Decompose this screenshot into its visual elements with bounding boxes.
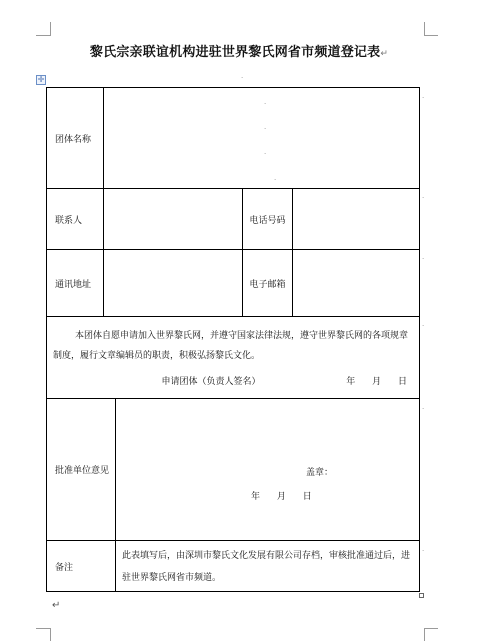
approval-year: 年 <box>251 492 261 502</box>
approval-row <box>47 399 420 541</box>
row-end-mark: . <box>422 253 425 261</box>
title-text: 黎氏宗亲联谊机构进驻世界黎氏网省市频道登记表 <box>89 45 381 60</box>
seal-line <box>306 465 333 478</box>
group-name-label: 团体名称 <box>55 134 92 145</box>
approval-month: 月 <box>276 492 286 502</box>
empty-paragraph-mark: . <box>241 72 244 80</box>
row-end-mark: . <box>422 545 425 553</box>
group-name-input-cell[interactable]: . . . . <box>104 88 420 189</box>
statement-row <box>47 317 420 399</box>
statement-text: 本团体自愿申请加入世界黎氏网，并遵守国家法律法规，遵守世界黎氏网的各项规章制度，履行文章编辑员的职责，积极弘扬黎氏文化。 <box>53 330 409 361</box>
seal-label: 盖章： <box>306 468 334 478</box>
applicant-year: 年 <box>346 376 356 387</box>
approval-date-line <box>251 489 312 502</box>
email-input-cell[interactable] <box>293 250 420 317</box>
remark-label-cell <box>47 541 116 592</box>
approval-day: 日 <box>302 492 312 502</box>
applicant-signature-line <box>53 372 413 392</box>
group-name-row <box>47 88 420 189</box>
row-end-mark: . <box>422 403 425 411</box>
address-input-cell[interactable] <box>104 250 243 317</box>
remark-text-cell <box>116 541 420 592</box>
table-resize-handle[interactable] <box>419 593 424 598</box>
group-name-label-cell <box>47 88 104 189</box>
approval-label-cell <box>47 399 116 541</box>
row-end-mark: . <box>422 192 425 200</box>
contact-label: 联系人 <box>55 215 83 226</box>
approval-input-cell[interactable] <box>116 399 420 541</box>
registration-form-table <box>46 87 419 592</box>
remark-text: 此表填写后，由深圳市黎氏文化发展有限公司存档，审核批准通过后，进驻世界黎氏网省市频道。 <box>122 551 411 583</box>
statement-cell <box>47 317 420 399</box>
remark-row <box>47 541 420 592</box>
document-title <box>0 41 478 60</box>
contact-input-cell[interactable] <box>104 189 243 250</box>
row-end-mark: . <box>422 320 425 328</box>
email-label: 电子邮箱 <box>249 279 286 290</box>
applicant-month: 月 <box>372 376 382 387</box>
phone-input-cell[interactable] <box>293 189 420 250</box>
phone-label: 电话号码 <box>249 215 286 226</box>
applicant-day: 日 <box>397 376 407 387</box>
contact-label-cell <box>47 189 104 250</box>
address-label-cell <box>47 250 104 317</box>
remark-label: 备注 <box>55 562 74 573</box>
phone-label-cell <box>243 189 293 250</box>
address-row <box>47 250 420 317</box>
applicant-label: 申请团体（负责人签名） <box>161 376 261 387</box>
email-label-cell <box>243 250 293 317</box>
row-end-mark: . <box>422 92 425 100</box>
move-handle-icon[interactable]: ✛ <box>37 75 45 84</box>
paragraph-mark: ↵ <box>380 49 389 59</box>
approval-label: 批准单位意见 <box>55 466 110 476</box>
address-label: 通讯地址 <box>55 279 92 290</box>
contact-row <box>47 189 420 250</box>
final-paragraph-mark: ↵ <box>52 600 61 611</box>
